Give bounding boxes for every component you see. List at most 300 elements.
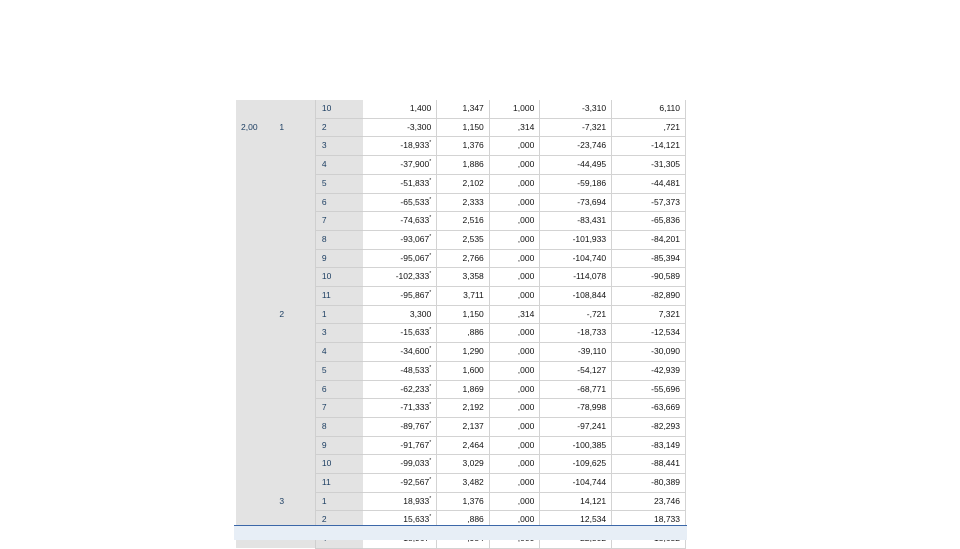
subgroup-label-value: 3 [279, 495, 285, 506]
significance-marker: * [429, 215, 432, 222]
significance-cell [489, 399, 540, 418]
lower-bound-cell [540, 137, 612, 156]
std-error-cell [437, 249, 490, 268]
group-label-cell [236, 287, 272, 306]
std-error-value: 1,290 [462, 346, 484, 357]
lower-bound-cell [540, 399, 612, 418]
upper-bound-value: -84,201 [651, 233, 680, 244]
lower-bound-cell [540, 417, 612, 436]
mean-difference-value: -99,033 [400, 458, 430, 469]
significance-value: ,000 [517, 327, 535, 338]
comparison-label-cell [315, 268, 363, 287]
significance-cell [489, 417, 540, 436]
upper-bound-value: -80,389 [651, 477, 680, 488]
std-error-value: 1,150 [462, 308, 484, 319]
group-label-cell [236, 399, 272, 418]
lower-bound-cell [540, 118, 612, 137]
table-row [236, 436, 686, 455]
mean-difference-cell [363, 343, 436, 362]
significance-marker: * [429, 365, 432, 372]
lower-bound-value: 14,121 [580, 495, 607, 506]
lower-bound-value: -100,385 [572, 439, 607, 450]
mean-difference-value: -74,633 [400, 215, 430, 226]
comparison-label-value: 7 [321, 215, 327, 226]
significance-value: ,000 [517, 252, 535, 263]
significance-cell [489, 455, 540, 474]
significance-cell [489, 100, 540, 118]
group-label-cell [236, 417, 272, 436]
mean-difference-cell [363, 380, 436, 399]
subgroup-label-cell [272, 118, 315, 137]
lower-bound-value: -78,998 [577, 402, 607, 413]
upper-bound-value: -44,481 [651, 177, 680, 188]
subgroup-label-cell [272, 249, 315, 268]
group-label-cell [236, 436, 272, 455]
upper-bound-value: 7,321 [658, 308, 680, 319]
significance-cell [489, 212, 540, 231]
significance-value: ,314 [517, 308, 535, 319]
significance-marker: * [429, 252, 432, 259]
significance-cell [489, 249, 540, 268]
std-error-value: 2,333 [462, 196, 484, 207]
table-row [236, 287, 686, 306]
subgroup-label-value: 2 [279, 308, 285, 319]
subgroup-label-cell [272, 324, 315, 343]
comparison-label-cell [315, 249, 363, 268]
std-error-cell [437, 399, 490, 418]
table-row [236, 343, 686, 362]
lower-bound-value: -104,744 [572, 477, 607, 488]
lower-bound-value: -108,844 [572, 290, 607, 301]
significance-value: ,000 [517, 196, 535, 207]
table-row [236, 249, 686, 268]
mean-difference-value: -95,867 [400, 290, 430, 301]
subgroup-label-value: 1 [279, 121, 285, 132]
comparison-label-value: 2 [321, 514, 327, 525]
std-error-value: 2,766 [462, 252, 484, 263]
significance-value: ,000 [517, 514, 535, 525]
std-error-cell [437, 230, 490, 249]
mean-difference-cell [363, 305, 436, 324]
significance-cell [489, 324, 540, 343]
group-label-cell [236, 100, 272, 118]
subgroup-label-cell [272, 492, 315, 511]
significance-marker: * [429, 421, 432, 428]
comparison-label-cell [315, 361, 363, 380]
significance-value: ,000 [517, 159, 535, 170]
scroll-region-bottom[interactable] [234, 526, 687, 540]
upper-bound-cell [612, 193, 686, 212]
lower-bound-cell [540, 287, 612, 306]
upper-bound-cell [612, 361, 686, 380]
lower-bound-value: -59,186 [577, 177, 607, 188]
std-error-value: 1,347 [462, 103, 484, 113]
upper-bound-cell [612, 436, 686, 455]
comparison-label-value: 5 [321, 364, 327, 375]
lower-bound-cell [540, 343, 612, 362]
mean-difference-value: -51,833 [400, 177, 430, 188]
lower-bound-cell [540, 455, 612, 474]
subgroup-label-cell [272, 436, 315, 455]
comparison-label-cell [315, 305, 363, 324]
comparison-label-cell [315, 137, 363, 156]
lower-bound-cell [540, 249, 612, 268]
std-error-cell [437, 380, 490, 399]
significance-marker: * [429, 290, 432, 297]
lower-bound-value: -73,694 [577, 196, 607, 207]
mean-difference-cell [363, 399, 436, 418]
group-label-cell [236, 174, 272, 193]
significance-marker: * [429, 159, 432, 166]
significance-marker: * [429, 346, 432, 353]
significance-cell [489, 118, 540, 137]
upper-bound-value: -55,696 [651, 383, 680, 394]
mean-difference-cell [363, 174, 436, 193]
comparisons-table-wrapper [236, 100, 686, 549]
mean-difference-value: -3,300 [407, 121, 432, 132]
upper-bound-cell [612, 380, 686, 399]
mean-difference-cell [363, 118, 436, 137]
lower-bound-value: -39,110 [577, 346, 607, 357]
std-error-value: 1,600 [462, 364, 484, 375]
mean-difference-cell [363, 100, 436, 118]
comparison-label-value: 11 [321, 477, 331, 488]
mean-difference-cell [363, 492, 436, 511]
significance-value: ,000 [517, 177, 535, 188]
significance-value: ,000 [517, 271, 535, 282]
subgroup-label-cell [272, 343, 315, 362]
table-row [236, 361, 686, 380]
std-error-cell [437, 305, 490, 324]
std-error-value: 2,102 [462, 177, 484, 188]
group-label-cell [236, 474, 272, 493]
std-error-cell [437, 492, 490, 511]
significance-value: ,000 [517, 364, 535, 375]
lower-bound-value: -18,733 [577, 327, 607, 338]
upper-bound-value: -14,121 [651, 140, 680, 151]
lower-bound-cell [540, 193, 612, 212]
mean-difference-cell [363, 137, 436, 156]
std-error-cell [437, 436, 490, 455]
std-error-value: 1,886 [462, 159, 484, 170]
upper-bound-cell [612, 287, 686, 306]
comparison-label-cell [315, 324, 363, 343]
upper-bound-value: -31,305 [651, 159, 680, 170]
table-row [236, 212, 686, 231]
std-error-cell [437, 474, 490, 493]
comparison-label-value: 6 [321, 196, 327, 207]
group-label-cell [236, 156, 272, 175]
group-label-cell [236, 343, 272, 362]
upper-bound-cell [612, 174, 686, 193]
lower-bound-value: -7,321 [582, 121, 607, 132]
comparison-label-value: 9 [321, 439, 327, 450]
group-label-cell [236, 455, 272, 474]
upper-bound-value: -12,534 [651, 327, 680, 338]
mean-difference-cell [363, 230, 436, 249]
upper-bound-value: 18,733 [654, 514, 680, 525]
std-error-value: 1,376 [462, 495, 484, 506]
std-error-value: 3,711 [463, 290, 484, 301]
upper-bound-cell [612, 118, 686, 137]
table-body [236, 100, 686, 548]
upper-bound-cell [612, 455, 686, 474]
lower-bound-cell [540, 156, 612, 175]
table-row [236, 380, 686, 399]
mean-difference-value: -91,767 [400, 439, 430, 450]
upper-bound-value: -82,293 [651, 420, 680, 431]
comparison-label-value: 9 [321, 252, 327, 263]
significance-cell [489, 380, 540, 399]
upper-bound-value: -42,939 [651, 364, 680, 375]
comparison-label-value: 10 [321, 271, 332, 282]
comparison-label-value: 4 [321, 159, 327, 170]
std-error-value: 1,376 [462, 140, 484, 151]
mean-difference-value: 18,933 [403, 495, 430, 506]
mean-difference-cell [363, 212, 436, 231]
lower-bound-cell [540, 268, 612, 287]
mean-difference-value: 1,400 [409, 103, 432, 113]
group-label-cell [236, 118, 272, 137]
lower-bound-cell [540, 474, 612, 493]
table-row [236, 174, 686, 193]
subgroup-label-cell [272, 399, 315, 418]
table-row [236, 324, 686, 343]
std-error-cell [437, 100, 490, 118]
lower-bound-cell [540, 380, 612, 399]
subgroup-label-cell [272, 268, 315, 287]
upper-bound-value: -88,441 [651, 458, 680, 469]
lower-bound-value: -114,078 [573, 271, 607, 282]
upper-bound-cell [612, 156, 686, 175]
mean-difference-value: -93,067 [400, 233, 430, 244]
std-error-value: 3,358 [462, 271, 484, 282]
lower-bound-value: -101,933 [572, 233, 607, 244]
upper-bound-cell [612, 417, 686, 436]
subgroup-label-cell [272, 305, 315, 324]
upper-bound-cell [612, 137, 686, 156]
upper-bound-cell [612, 212, 686, 231]
lower-bound-value: -3,310 [582, 103, 607, 113]
significance-marker: * [429, 514, 432, 521]
significance-marker: * [429, 458, 432, 465]
std-error-value: 2,535 [462, 233, 484, 244]
subgroup-label-cell [272, 174, 315, 193]
lower-bound-value: -44,495 [577, 159, 607, 170]
significance-value: ,000 [517, 458, 535, 469]
comparison-label-value: 8 [321, 420, 327, 431]
group-label-cell [236, 361, 272, 380]
std-error-cell [437, 324, 490, 343]
comparison-label-cell [315, 436, 363, 455]
significance-value: ,000 [517, 402, 535, 413]
significance-value: ,000 [517, 439, 535, 450]
mean-difference-value: -71,333 [400, 402, 430, 413]
subgroup-label-cell [272, 361, 315, 380]
significance-value: ,000 [517, 495, 535, 506]
std-error-cell [437, 193, 490, 212]
std-error-value: 3,482 [462, 477, 484, 488]
group-label-cell [236, 324, 272, 343]
comparison-label-value: 7 [321, 402, 327, 413]
mean-difference-cell [363, 156, 436, 175]
lower-bound-cell [540, 436, 612, 455]
comparison-label-cell [315, 193, 363, 212]
std-error-cell [437, 137, 490, 156]
lower-bound-cell [540, 174, 612, 193]
multiple-comparisons-table [236, 100, 686, 549]
mean-difference-value: -102,333 [395, 271, 430, 282]
subgroup-label-cell [272, 230, 315, 249]
significance-value: ,000 [517, 477, 535, 488]
upper-bound-cell [612, 230, 686, 249]
significance-cell [489, 305, 540, 324]
std-error-value: 3,029 [462, 458, 484, 469]
group-label-cell [236, 492, 272, 511]
comparison-label-value: 4 [321, 346, 327, 357]
subgroup-label-cell [272, 193, 315, 212]
significance-cell [489, 287, 540, 306]
comparison-label-cell [315, 455, 363, 474]
significance-cell [489, 137, 540, 156]
significance-cell [489, 361, 540, 380]
lower-bound-value: -68,771 [577, 383, 607, 394]
upper-bound-value: -57,373 [651, 196, 680, 207]
significance-marker: * [429, 383, 432, 390]
comparison-label-value: 3 [321, 140, 327, 151]
std-error-cell [437, 156, 490, 175]
comparison-label-cell [315, 474, 363, 493]
mean-difference-cell [363, 361, 436, 380]
comparison-label-cell [315, 380, 363, 399]
significance-marker: * [429, 177, 432, 184]
comparison-label-value: 10 [321, 103, 332, 113]
mean-difference-value: -95,067 [400, 252, 430, 263]
mean-difference-value: -92,567 [400, 477, 430, 488]
upper-bound-value: 6,110 [659, 103, 680, 113]
std-error-value: 1,150 [462, 121, 484, 132]
upper-bound-value: -30,090 [651, 346, 680, 357]
subgroup-label-cell [272, 417, 315, 436]
significance-cell [489, 174, 540, 193]
table-row [236, 230, 686, 249]
mean-difference-value: 3,300 [409, 308, 432, 319]
table-row [236, 417, 686, 436]
upper-bound-value: -83,149 [651, 439, 680, 450]
comparison-label-value: 2 [321, 121, 327, 132]
group-label-value: 2,00 [241, 121, 258, 132]
std-error-value: ,886 [467, 327, 484, 338]
upper-bound-cell [612, 399, 686, 418]
upper-bound-cell [612, 492, 686, 511]
upper-bound-cell [612, 324, 686, 343]
table-row [236, 399, 686, 418]
subgroup-label-cell [272, 100, 315, 118]
significance-value: ,314 [517, 121, 535, 132]
upper-bound-value: -85,394 [651, 252, 680, 263]
lower-bound-value: 12,534 [580, 514, 607, 525]
std-error-value: 2,516 [462, 215, 484, 226]
lower-bound-cell [540, 230, 612, 249]
std-error-cell [437, 455, 490, 474]
lower-bound-cell [540, 100, 612, 118]
group-label-cell [236, 268, 272, 287]
group-label-cell [236, 380, 272, 399]
significance-cell [489, 268, 540, 287]
comparison-label-cell [315, 118, 363, 137]
table-row [236, 118, 686, 137]
comparison-label-cell [315, 156, 363, 175]
lower-bound-value: -23,746 [577, 140, 607, 151]
std-error-cell [437, 174, 490, 193]
upper-bound-value: -63,669 [651, 402, 680, 413]
significance-cell [489, 343, 540, 362]
mean-difference-cell [363, 193, 436, 212]
table-row [236, 193, 686, 212]
group-label-cell [236, 212, 272, 231]
upper-bound-cell [612, 305, 686, 324]
subgroup-label-cell [272, 212, 315, 231]
table-row [236, 474, 686, 493]
comparison-label-cell [315, 174, 363, 193]
comparison-label-cell [315, 492, 363, 511]
lower-bound-value: -54,127 [577, 364, 607, 375]
table-row [236, 305, 686, 324]
mean-difference-cell [363, 436, 436, 455]
table-row [236, 268, 686, 287]
significance-marker: * [429, 234, 432, 241]
group-label-cell [236, 230, 272, 249]
std-error-value: ,886 [467, 514, 484, 525]
significance-marker: * [429, 140, 432, 147]
upper-bound-cell [612, 100, 686, 118]
lower-bound-value: -,721 [586, 308, 607, 319]
lower-bound-cell [540, 305, 612, 324]
std-error-value: 1,869 [462, 383, 484, 394]
mean-difference-value: 15,633 [403, 514, 430, 525]
upper-bound-cell [612, 249, 686, 268]
upper-bound-value: ,721 [663, 121, 680, 132]
comparison-label-value: 5 [321, 177, 327, 188]
significance-value: ,000 [517, 290, 535, 301]
lower-bound-cell [540, 324, 612, 343]
subgroup-label-cell [272, 137, 315, 156]
comparison-label-value: 1 [321, 308, 327, 319]
comparison-label-value: 8 [321, 233, 327, 244]
significance-value: ,000 [517, 346, 535, 357]
significance-cell [489, 230, 540, 249]
mean-difference-cell [363, 249, 436, 268]
significance-cell [489, 492, 540, 511]
comparison-label-cell [315, 417, 363, 436]
significance-marker: * [429, 196, 432, 203]
table-row [236, 156, 686, 175]
table-row [236, 100, 686, 118]
lower-bound-value: -83,431 [577, 215, 607, 226]
significance-value: ,000 [517, 140, 535, 151]
std-error-cell [437, 361, 490, 380]
mean-difference-value: -48,533 [400, 364, 430, 375]
mean-difference-value: -89,767 [400, 420, 430, 431]
significance-cell [489, 193, 540, 212]
significance-marker: * [429, 271, 432, 278]
significance-cell [489, 474, 540, 493]
mean-difference-value: -15,633 [400, 327, 430, 338]
upper-bound-value: -65,836 [651, 215, 680, 226]
upper-bound-cell [612, 474, 686, 493]
subgroup-label-cell [272, 287, 315, 306]
mean-difference-value: -18,933 [400, 140, 430, 151]
